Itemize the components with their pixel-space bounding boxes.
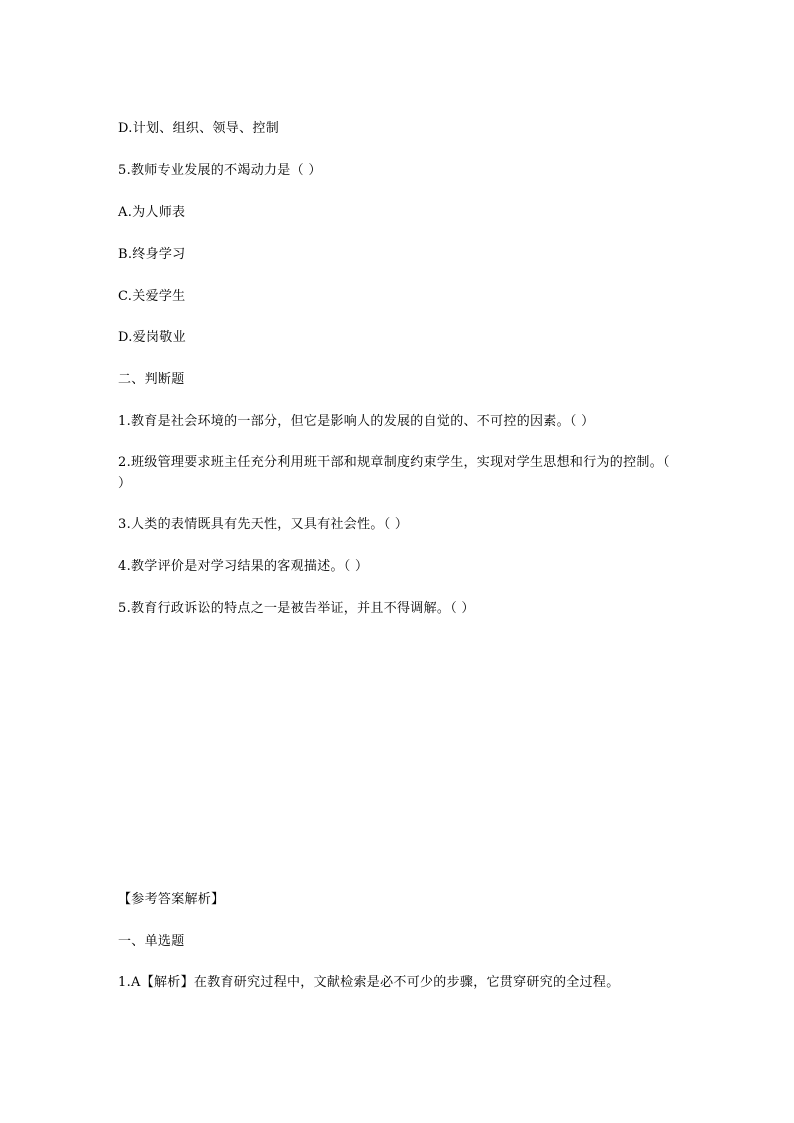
- judgement-item-5: 5.教育行政诉讼的特点之一是被告举证，并且不得调解。（ ）: [118, 601, 475, 616]
- answer-subheading-single-choice: 一、单选题: [118, 934, 185, 949]
- q5-option-a: A.为人师表: [118, 205, 186, 220]
- judgement-item-4: 4.教学评价是对学习结果的客观描述。（ ）: [118, 559, 369, 574]
- q5-option-d: D.爱岗敬业: [118, 330, 186, 345]
- q5-option-c: C.关爱学生: [118, 289, 186, 304]
- answer-section-heading: 【参考答案解析】: [118, 892, 225, 907]
- answer-item-1: 1.A【解析】在教育研究过程中，文献检索是必不可少的步骤，它贯穿研究的全过程。: [118, 975, 620, 990]
- judgement-item-1: 1.教育是社会环境的一部分，但它是影响人的发展的自觉的、不可控的因素。（ ）: [118, 414, 595, 429]
- q4-option-d: D.计划、组织、领导、控制: [118, 121, 279, 136]
- judgement-item-2: 2.班级管理要求班主任充分利用班干部和规章制度约束学生，实现对学生思想和行为的控制。（ ）: [118, 455, 670, 491]
- q5-stem: 5.教师专业发展的不竭动力是（ ）: [118, 163, 322, 178]
- judgement-item-3: 3.人类的表情既具有先天性，又具有社会性。（ ）: [118, 517, 409, 532]
- q5-option-b: B.终身学习: [118, 247, 186, 262]
- section-heading-judgement: 二、判断题: [118, 372, 185, 387]
